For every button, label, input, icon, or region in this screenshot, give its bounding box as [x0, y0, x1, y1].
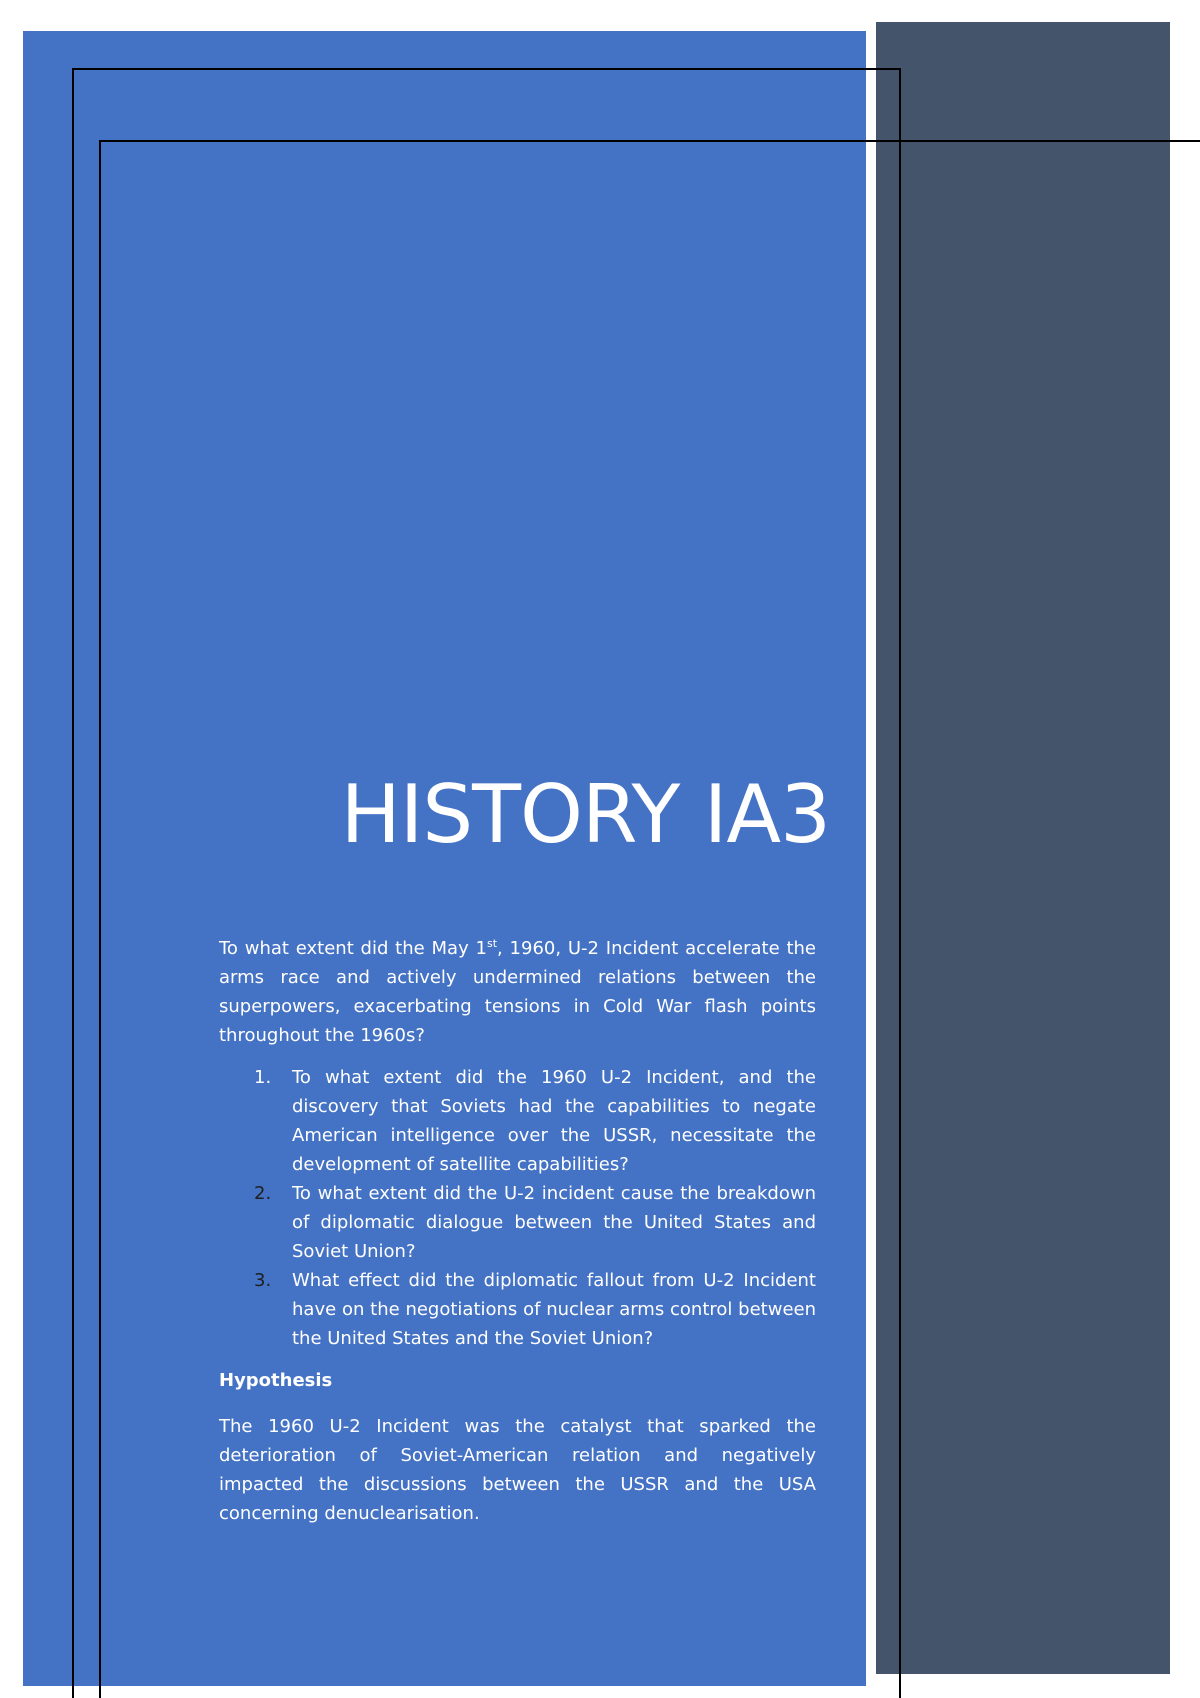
- outer-frame-top-line: [72, 68, 901, 70]
- research-question-rest: , 1960, U-2 Incident accelerate the arms race and actively undermined relations between the superpowers, exacerbating tensions in Cold War flash points throughout the 1960s?: [219, 938, 817, 1046]
- slate-side-panel: [876, 22, 1170, 1674]
- research-question-start: To what extent did the May 1: [219, 938, 487, 959]
- sub-questions-list: [219, 1063, 816, 1353]
- research-question: [219, 934, 816, 1050]
- hypothesis-heading: Hypothesis: [219, 1370, 333, 1391]
- sub-question-number: 1.: [254, 1067, 272, 1088]
- sub-question-number: 3.: [254, 1270, 272, 1291]
- sub-question-item: [219, 1266, 816, 1353]
- inner-frame-left-line: [99, 140, 101, 1698]
- hypothesis-text: The 1960 U-2 Incident was the catalyst that sparked the deterioration of Soviet-American relation and negatively impacted the discussions between the USSR and the USA concerning denuclearisation.: [219, 1416, 816, 1524]
- outer-frame-left-line: [72, 68, 74, 1698]
- sub-question-text: To what extent did the 1960 U-2 Incident, and the discovery that Soviets had the capabilities to negate American intelligence over the USSR, necessitate the development of satellite capabilities?: [292, 1067, 816, 1175]
- sub-question-item: [219, 1179, 816, 1266]
- outer-frame-right-line: [899, 68, 901, 1698]
- document-title: HISTORY IA3: [340, 768, 830, 861]
- sub-question-text: To what extent did the U-2 incident cause the breakdown of diplomatic dialogue between the United States and Soviet Union?: [292, 1183, 816, 1262]
- sub-question-text: What effect did the diplomatic fallout from U-2 Incident have on the negotiations of nuclear arms control between the United States and the Soviet Union?: [292, 1270, 816, 1349]
- sub-question-number: 2.: [254, 1183, 272, 1204]
- sub-question-item: [219, 1063, 816, 1179]
- ordinal-suffix: st: [486, 937, 498, 950]
- inner-frame-top-line: [99, 140, 1200, 142]
- cover-body: [219, 934, 816, 1528]
